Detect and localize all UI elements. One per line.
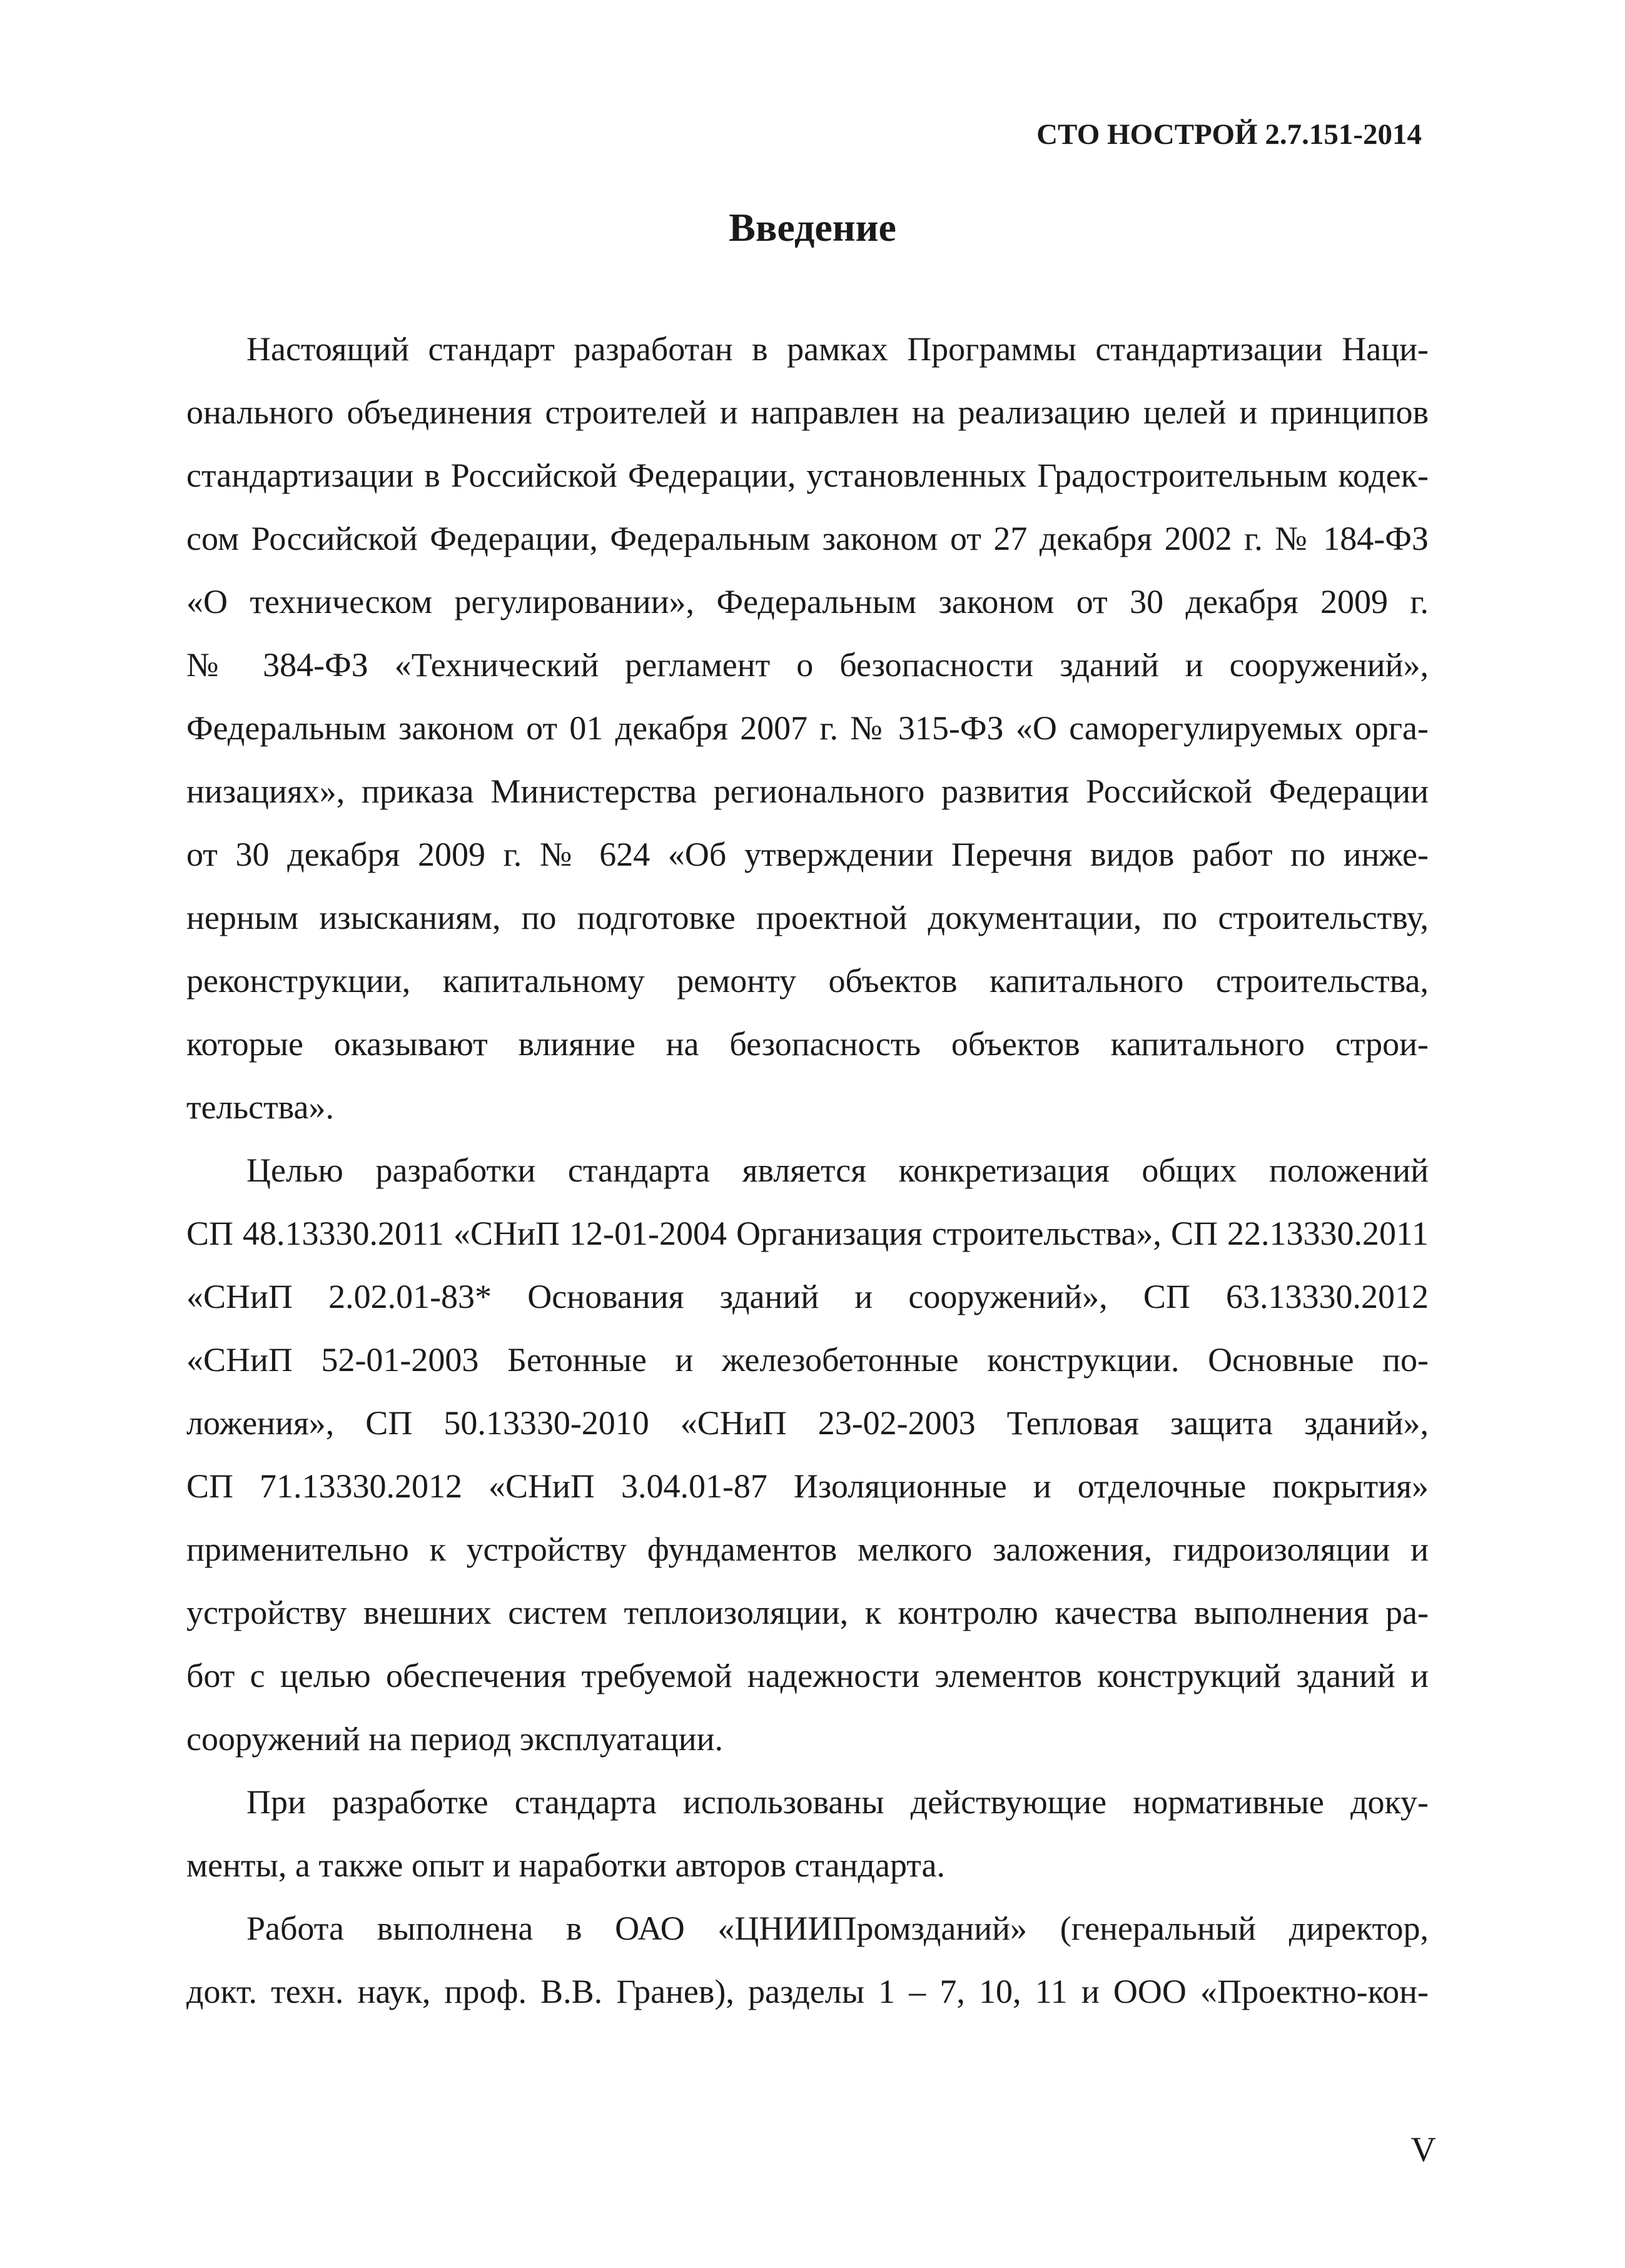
text-line: стандартизации в Российской Федерации, установленных Градостроительным кодек- (186, 457, 1429, 494)
text-line: Работа выполнена в ОАО «ЦНИИПромзданий» (генеральный директор, (246, 1910, 1429, 1947)
text-line: «СНиП 52-01-2003 Бетонные и железобетонные конструкции. Основные по- (186, 1341, 1429, 1379)
text-line: СП 71.13330.2012 «СНиП 3.04.01-87 Изоляционные и отделочные покрытия» (186, 1467, 1429, 1505)
text-line: Настоящий стандарт разработан в рамках Программы стандартизации Наци- (246, 330, 1429, 368)
text-line: устройству внешних систем теплоизоляции, к контролю качества выполнения ра- (186, 1594, 1429, 1631)
text-line: «О техническом регулировании», Федеральным законом от 30 декабря 2009 г. (186, 583, 1429, 620)
text-line: сооружений на период эксплуатации. (186, 1720, 724, 1758)
text-line: тельства». (186, 1088, 334, 1126)
text-line: СП 48.13330.2011 «СНиП 12-01-2004 Организация строительства», СП 22.13330.2011 (186, 1215, 1429, 1252)
text-line: онального объединения строителей и направлен на реализацию целей и принципов (186, 393, 1429, 431)
text-line: сом Российской Федерации, Федеральным законом от 27 декабря 2002 г. № 184-ФЗ (186, 520, 1429, 557)
page-number: V (1410, 2130, 1436, 2169)
text-line: ложения», СП 50.13330-2010 «СНиП 23-02-2003 Тепловая защита зданий», (186, 1404, 1429, 1442)
text-line: докт. техн. наук, проф. В.В. Гранев), разделы 1 – 7, 10, 11 и ООО «Проектно-кон- (186, 1973, 1429, 2010)
text-line: № 384-ФЗ «Технический регламент о безопасности зданий и сооружений», (186, 646, 1429, 684)
text-line: бот с целью обеспечения требуемой надежности элементов конструкций зданий и (186, 1657, 1429, 1694)
text-line: менты, а также опыт и наработки авторов стандарта. (186, 1846, 945, 1884)
paragraph-1 (186, 318, 1429, 1139)
section-title: Введение (729, 205, 896, 250)
text-line: низациях», приказа Министерства регионального развития Российской Федерации (186, 772, 1429, 810)
text-line: которые оказывают влияние на безопасность объектов капитального строи- (186, 1025, 1429, 1063)
document-code-header: СТО НОСТРОЙ 2.7.151-2014 (1036, 118, 1422, 151)
text-line: нерным изысканиям, по подготовке проектной документации, по строительству, (186, 899, 1429, 936)
paragraph-3 (186, 1771, 1429, 1897)
text-line: При разработке стандарта использованы действующие нормативные доку- (246, 1783, 1429, 1821)
text-line: Федеральным законом от 01 декабря 2007 г. № 315-ФЗ «О саморегулируемых орга- (186, 709, 1429, 747)
text-line: реконструкции, капитальному ремонту объектов капитального строительства, (186, 962, 1429, 1000)
paragraph-2 (186, 1139, 1429, 1771)
body-text (186, 318, 1429, 2023)
paragraph-4 (186, 1897, 1429, 2023)
text-line: применительно к устройству фундаментов мелкого заложения, гидроизоляции и (186, 1531, 1429, 1568)
text-line: «СНиП 2.02.01-83* Основания зданий и сооружений», СП 63.13330.2012 (186, 1278, 1429, 1315)
text-line: от 30 декабря 2009 г. № 624 «Об утверждении Перечня видов работ по инже- (186, 836, 1429, 873)
text-line: Целью разработки стандарта является конкретизация общих положений (246, 1152, 1429, 1189)
